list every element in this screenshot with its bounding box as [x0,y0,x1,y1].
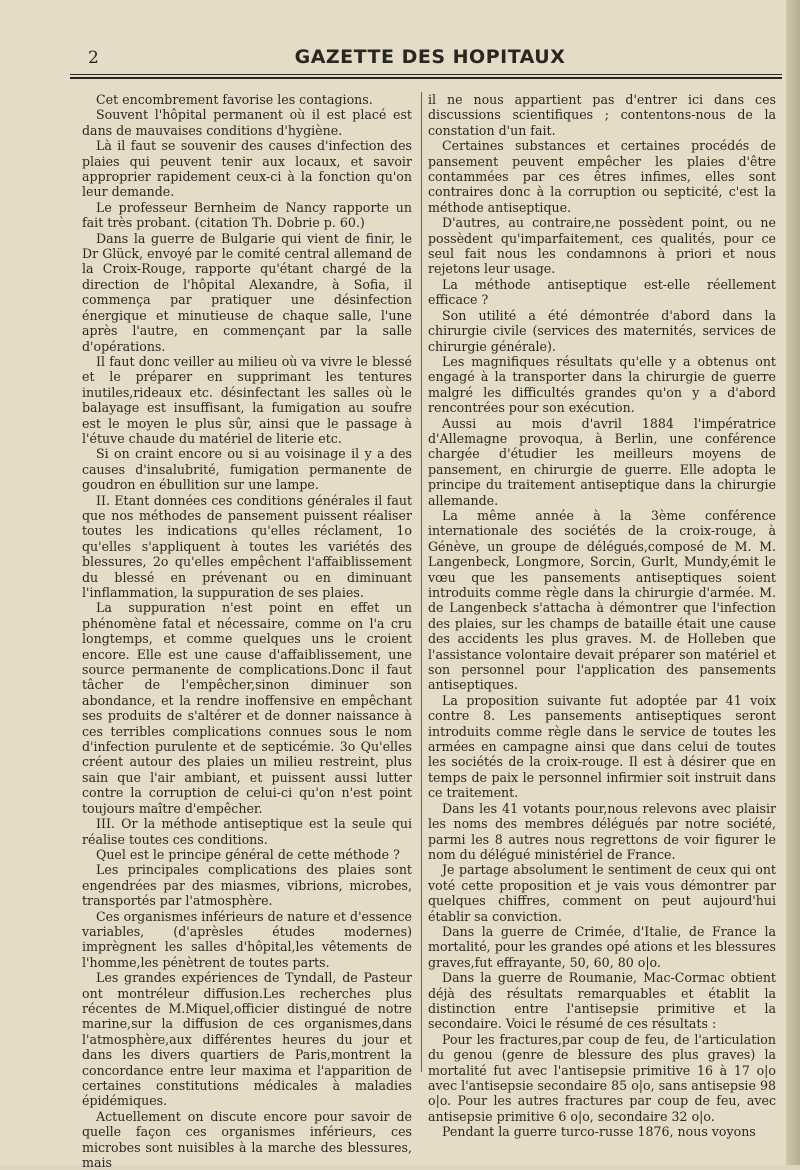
paragraph: il ne nous appartient pas d'entrer ici dans ces discussions scientifiques ; contentons-nous de la constation d'un fait. [428,92,776,138]
header-rule [70,74,782,75]
paragraph: La proposition suivante fut adoptée par 41 voix contre 8. Les pansements antiseptiques seront introduits comme règle dans le service de toutes les armées en campagne ainsi que dans celui de toutes les sociétés de la croix-rouge. Il est à désirer que en temps de paix le personnel infirmier soit instruit dans ce traitement. [428,692,776,801]
paragraph: Je partage absolument le sentiment de ceux qui ont voté cette proposition et je vais vous démontrer par quelques chiffres, comment on peut aujourd'hui établir sa conviction. [428,862,776,924]
paragraph: La suppuration n'est point en effet un phénomène fatal et nécessaire, comme on l'a cru longtemps, et comme quelques uns le croient encore. Elle est une cause d'affaiblissement, une source permanente de complications.Donc il faut tâcher de l'empêcher,sinon diminuer son abondance, et la rendre inoffensive en empêchant ses produits de s'altérer et de donner naissance à ces terribles complications connues sous le nom d'infection purulente et de septicémie. 3o Qu'elles créent autour des plaies un milieu restreint, plus sain que l'air ambiant, et puissent aussi lutter contre la corruption de celui-ci qu'on n'est point toujours maître d'empêcher. [82,600,412,816]
paragraph: D'autres, au contraire,ne possèdent point, ou ne possèdent qu'imparfaitement, ces qualités, pour ce seul fait nous les condamnons à priori et nous rejetons leur usage. [428,215,776,277]
page-header [70,44,790,74]
paragraph: Le professeur Bernheim de Nancy rapporte un fait très probant. (citation Th. Dobrie p. 60.) [82,199,412,231]
left-column [82,92,412,1170]
paragraph: Actuellement on discute encore pour savoir de quelle façon ces organismes inférieurs, ces microbes sont nuisibles à la marche des blessures, mais [82,1108,412,1170]
paragraph: Dans la guerre de Crimée, d'Italie, de France la mortalité, pour les grandes opé ations et les blessures graves,fut effrayante, 50, 60, 80 o|o. [428,923,776,970]
right-column [428,92,776,1140]
paragraph: Pendant la guerre turco-russe 1876, nous voyons [442,1124,756,1140]
paragraph: Si on craint encore ou si au voisinage il y a des causes d'insalubrité, fumigation permanente de goudron en ébullition sur une lampe. [82,446,412,493]
paragraph: Ces organismes inférieurs de nature et d'essence variables, (d'aprèsles études modernes) imprègnent les salles d'hôpital,les vêtements de l'homme,les pénètrent de toutes parts. [82,908,412,970]
paragraph: Son utilité a été démontrée d'abord dans la chirurgie civile (services des maternités, services de chirurgie générale). [428,307,776,354]
header-rule-thick [70,77,782,79]
paragraph: Là il faut se souvenir des causes d'infection des plaies qui peuvent tenir aux locaux, et savoir approprier rapidement ceux-ci à la fonction qu'on leur demande. [82,138,412,200]
paragraph: Il faut donc veiller au milieu où va vivre le blessé et le préparer en supprimant les tentures inutiles,rideaux etc. désinfectant les salles où le balayage est insuffisant, la fumigation au soufre est le moyen le plus sûr, ainsi que le passage à l'étuve chaude du matériel de literie etc. [82,353,412,446]
paragraph: La méthode antiseptique est-elle réellement efficace ? [428,276,776,308]
paragraph: Les magnifiques résultats qu'elle y a obtenus ont engagé à la transporter dans la chirurgie de guerre malgré les difficultés grandes qu'on y a d'abord rencontrées pour son exécution. [428,353,776,416]
article-body [82,92,784,1170]
paragraph: Aussi au mois d'avril 1884 l'impératrice d'Allemagne provoqua, à Berlin, une conférence chargée d'étudier les meilleurs moyens de pansement, en chirurgie de guerre. Elle adopta le principe du traitement antiseptique dans la chirurgie allemande. [428,415,776,508]
paragraph: II. Etant données ces conditions générales il faut que nos méthodes de pansement puissent réaliser toutes les indications qu'elles réclament, 1o qu'elles s'appliquent à toutes les variétés des blessures, 2o qu'elles empêchent l'affaiblissement du blessé en prévenant ou en diminuant l'inflammation, la suppuration de ses plaies. [82,492,412,600]
paragraph: Dans la guerre de Bulgarie qui vient de finir, le Dr Glück, envoyé par le comité central allemand de la Croix-Rouge, rapporte qu'étant chargé de la direction de l'hôpital Alexandre, à Sofia, il commença par pratiquer une désinfection énergique et minutieuse de chaque salle, l'une après l'autre, en commençant par la salle d'opérations. [82,230,412,354]
page-edge [786,0,800,1165]
paragraph: Les grandes expériences de Tyndall, de Pasteur ont montréleur diffusion.Les recherches plus récentes de M.Miquel,officier distingué de notre marine,sur la diffusion de ces organismes,dans l'atmosphère,aux différentes heures du jour et dans les divers quartiers de Paris,montrent la concordance entre leur maxima et l'apparition de certaines constitutions médicales à maladies épidémiques. [82,970,412,1109]
paragraph: Dans les 41 votants pour,nous relevons avec plaisir les noms des membres délégués par notre société, parmi les 8 autres nous regrettons de voir figurer le nom du délégué ministériel de France. [428,800,776,862]
paragraph: Quel est le principe général de cette méthode ? [96,846,400,862]
paragraph: Dans la guerre de Roumanie, Mac-Cormac obtient déjà des résultats remarquables et établit la distinction entre l'antisepsie primitive et la secondaire. Voici le résumé de ces résultats : [428,970,776,1032]
paragraph: Pour les fractures,par coup de feu, de l'articulation du genou (genre de blessure des plus graves) la mortalité fut avec l'antisepsie primitive 16 à 17 o|o avec l'antisepsie secondaire 85 o|o, sans antisepsie 98 o|o. Pour les autres fractures par coup de feu, avec antisepsie primitive 6 o|o, secondaire 32 o|o. [428,1031,776,1124]
paragraph: Souvent l'hôpital permanent où il est placé est dans de mauvaises conditions d'hygiène. [82,107,412,138]
page-number: 2 [88,48,99,68]
running-title: GAZETTE DES HOPITAUX [294,46,566,68]
column-divider [421,92,422,1072]
paragraph: III. Or la méthode antiseptique est la seule qui réalise toutes ces conditions. [82,816,412,847]
paragraph: La même année à la 3ème conférence internationale des sociétés de la croix-rouge, à Génève, un groupe de délégués,composé de M. M. Langenbeck, Longmore, Sorcin, Gurlt, Mundy,émit le vœu que les pansements antiseptiques soient introduits comme règle dans la chirurgie d'armée. M. de Langenbeck s'attacha à démontrer que l'infection des plaies, sur les champs de bataille était une cause des accidents les plus graves. M. de Holleben que l'assistance volontaire devait préparer son matériel et son personnel pour l'application des pansements antiseptiques. [428,507,776,693]
paragraph: Certaines substances et certaines procédés de pansement peuvent empêcher les plaies d'être contammées par ces êtres infimes, elles sont contraires donc à la corruption ou septicité, c'est la méthode antiseptique. [428,138,776,215]
paragraph: Les principales complications des plaies sont engendrées par des miasmes, vibrions, microbes, transportés par l'atmosphère. [82,862,412,909]
paragraph: Cet encombrement favorise les contagions. [96,92,373,107]
